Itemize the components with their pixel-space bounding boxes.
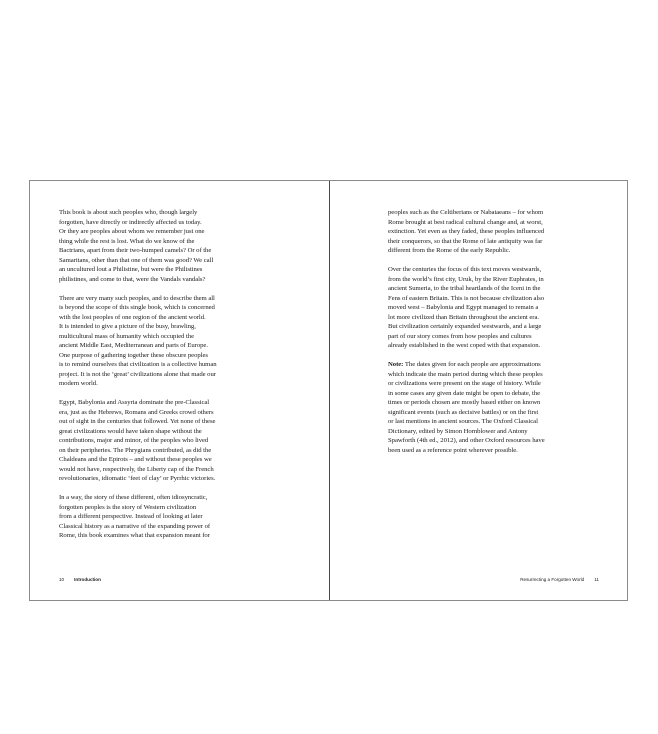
- paragraph: [59, 294, 267, 389]
- text-line: out of sight in the centuries that followed. Yet none of these: [59, 418, 216, 425]
- text-line: ancient Sumeria, to the tribal heartlands of the Iceni in the: [388, 285, 541, 292]
- text-line: project. It is not the ‘great’ civilizations alone that made our: [59, 370, 216, 378]
- right-page-footer: [520, 577, 599, 583]
- text-line: Chaldeans and the Epirots – and without these peoples we: [59, 456, 212, 463]
- text-line: philistines, and come to that, were the Vandals vandals?: [59, 275, 206, 283]
- text-fragment: The dates given for each people are approximations: [403, 361, 541, 368]
- page-number: 11: [594, 577, 599, 582]
- text-line: which indicate the main period during which these peoples: [388, 370, 543, 378]
- page-number: 10: [59, 577, 65, 582]
- text-line: thing while the rest is lost. What do we know of the: [59, 237, 195, 245]
- text-line: Bactrians, apart from their two-humped camels? Or of the: [59, 247, 212, 254]
- text-line: is beyond the scope of this single book, which is concerned: [59, 304, 215, 311]
- text-line: on their peripheries. The Phrygians contributed, as did the: [59, 446, 212, 454]
- running-title: Resurrecting a Forgotten World: [520, 577, 585, 582]
- text-line: peoples such as the Celtiberians or Nabataeans – for whom: [388, 209, 544, 216]
- text-line: part of our story comes from how peoples and cultures: [388, 332, 532, 340]
- text-line: different from the Rome of the early Republic.: [388, 247, 511, 254]
- text-line: significant events (such as decisive battles) or on the first: [388, 408, 539, 416]
- text-line: ancient Middle East, Mediterranean and parts of Europe.: [59, 342, 208, 349]
- text-line: In a way, the story of these different, often idiosyncratic,: [59, 494, 208, 501]
- text-line: from a different perspective. Instead of looking at later: [59, 513, 203, 520]
- text-line: times or periods chosen are mostly based either on known: [388, 399, 541, 406]
- text-line: is to remind ourselves that civilization is a collective human: [59, 361, 217, 368]
- paragraph: [388, 265, 596, 351]
- paragraph: [59, 398, 267, 484]
- text-line: with the lost peoples of one region of the ancient world.: [59, 313, 206, 321]
- text-line: in some cases any given date might be open to debate, the: [388, 389, 541, 397]
- left-page-text: [59, 208, 267, 550]
- page-gutter: [329, 181, 330, 600]
- text-line: This book is about such peoples who, though largely: [59, 209, 198, 216]
- text-line: forgotten peoples is the story of Western civilization: [59, 503, 197, 511]
- text-line: would not have, respectively, the Liberty cap of the French: [59, 465, 214, 473]
- running-title: Introduction: [74, 577, 101, 582]
- text-line: moved west – Babylonia and Egypt managed to remain a: [388, 304, 539, 311]
- text-line: There are very many such peoples, and to describe them all: [59, 294, 215, 302]
- book-spread: [29, 180, 628, 601]
- text-line: One purpose of gathering together these obscure peoples: [59, 351, 208, 359]
- text-line: Spawforth (4th ed., 2012), and other Oxford resources have: [388, 437, 545, 444]
- text-line: modern world.: [59, 380, 98, 387]
- text-line: Fens of eastern Britain. This is not because civilization also: [388, 294, 545, 302]
- text-line: contributions, major and minor, of the peoples who lived: [59, 437, 209, 444]
- paragraph: [59, 208, 267, 284]
- note-label: Note:: [388, 361, 404, 368]
- text-line: Samaritans, other than that one of them was good? We call: [59, 256, 214, 264]
- text-line: or civilizations were present on the stage of history. While: [388, 380, 541, 387]
- text-line: Classical history as a narrative of the expanding power of: [59, 522, 211, 530]
- text-line: Rome, this book examines what that expansion meant for: [59, 532, 210, 539]
- text-line: multicultural mass of humanity which occupied the: [59, 332, 194, 340]
- text-line: revolutionaries, idiomatic ‘feet of clay’ or Pyrrhic victories.: [59, 475, 216, 482]
- text-line: already established in the west coped with that expansion.: [388, 342, 541, 349]
- text-line: from the world’s first city, Uruk, by the River Euphrates, in: [388, 275, 544, 283]
- text-line: Or they are peoples about whom we remember just one: [59, 228, 205, 235]
- text-line: or last mentions in ancient sources. The Oxford Classical: [388, 418, 538, 425]
- text-line: Dictionary, edited by Simon Hornblower and Antony: [388, 427, 528, 435]
- text-line: Over the centuries the focus of this text moves westwards,: [388, 266, 542, 273]
- text-line: an uncultured lout a Philistine, but were the Philistines: [59, 266, 203, 273]
- text-line: forgotten, have directly or indirectly affected us today.: [59, 218, 202, 226]
- text-line: been used as a reference point wherever possible.: [388, 446, 518, 454]
- paragraph: [59, 493, 267, 541]
- text-line: It is intended to give a picture of the busy, brawling,: [59, 323, 196, 330]
- text-line: Egypt, Babylonia and Assyria dominate the pre-Classical: [59, 399, 210, 406]
- text-line: era, just as the Hebrews, Romans and Greeks crowd others: [59, 408, 214, 416]
- text-line: lot more civilized than Britain throughout the ancient era.: [388, 313, 540, 321]
- text-line: great civilizations would have taken shape without the: [59, 427, 202, 435]
- note-paragraph: [388, 360, 596, 455]
- paragraph: [388, 208, 596, 256]
- text-line: extinction. Yet even as they faded, these peoples influenced: [388, 228, 545, 235]
- text-line: But civilization certainly expanded westwards, and a large: [388, 323, 542, 330]
- right-page-text: [388, 208, 596, 465]
- text-line: [388, 360, 596, 370]
- left-page-footer: [59, 577, 101, 583]
- text-line: Rome brought at best radical cultural change and, at worst,: [388, 218, 543, 226]
- text-line: their conquerors, so that the Rome of late antiquity was far: [388, 237, 543, 245]
